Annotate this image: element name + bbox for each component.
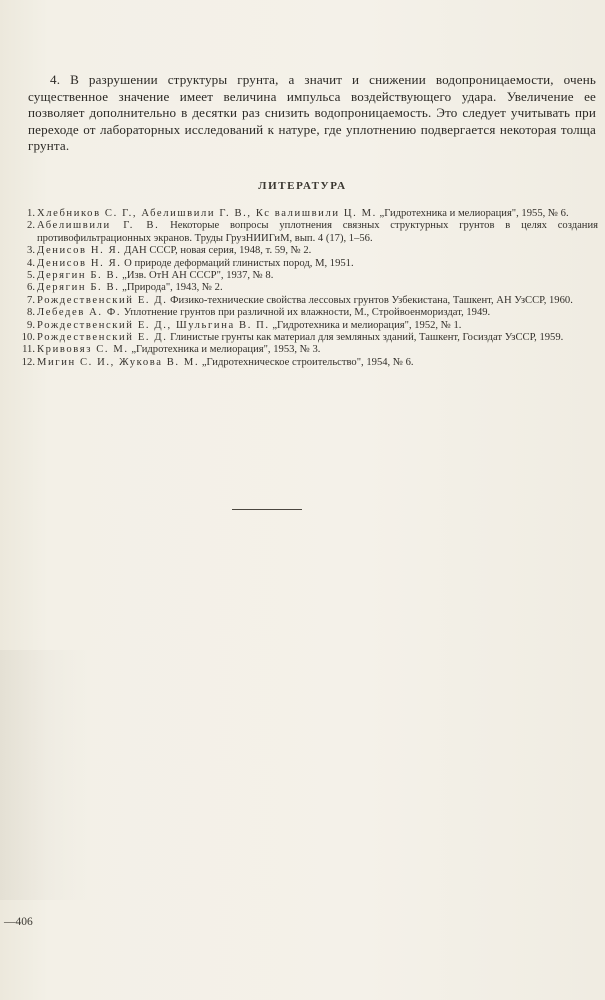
reference-item: [18, 307, 598, 319]
conclusion-paragraph: 4. В разрушении структуры грунта, а значит и снижении водопроницаемости, очень существенное значение имеет величина импульса воздействующего удара. Увеличение ее позволяет дополнительно в десятки раз снизить водопроницаемость. Это следует учитывать при переходе от лабораторных исследований к натуре, где уплотнению подвергается некоторая толща грунта.: [28, 72, 596, 154]
reference-text: „Гидротехника и мелиорация", 1955, № 6.: [376, 208, 569, 219]
reference-number: 12.: [21, 356, 35, 368]
reference-item: [18, 270, 598, 282]
reference-item: [18, 357, 598, 369]
reference-item: [18, 220, 598, 245]
reference-authors: Кривовяз С. М.: [37, 344, 129, 356]
reference-authors: Рождественский Е. Д.: [37, 332, 168, 344]
reference-authors: Абелишвили Г. В.: [37, 220, 160, 232]
reference-authors: Хлебников С. Г., Абелишвили Г. В., Кс валишвили Ц. М.: [37, 208, 377, 219]
reference-item: [18, 344, 598, 356]
reference-number: 6.: [27, 282, 35, 294]
reference-authors: Денисов Н. Я.: [37, 257, 122, 269]
reference-text: „Изв. ОтН АН СССР", 1937, № 8.: [119, 270, 274, 282]
reference-text: Глинистые грунты как материал для земляных зданий, Ташкент, Госиздат УзССР, 1959.: [167, 332, 564, 344]
reference-number: 8.: [27, 307, 35, 319]
reference-number: 1.: [27, 208, 35, 219]
reference-authors: Мигин С. И., Жукова В. М.: [37, 356, 200, 368]
reference-authors: Лебедев А. Ф.: [37, 307, 122, 319]
reference-text: „Гидротехника и мелиорация", 1952, № 1.: [269, 319, 462, 331]
reference-text: ДАН СССР, новая серия, 1948, т. 59, № 2.: [121, 245, 312, 257]
reference-text: „Природа", 1943, № 2.: [119, 282, 223, 294]
reference-number: 5.: [27, 270, 35, 282]
reference-text: Физико-технические свойства лессовых грунтов Узбекистана, Ташкент, АН УзССР, 1960.: [167, 294, 573, 306]
reference-item: [18, 208, 598, 220]
reference-authors: Денисов Н. Я.: [37, 245, 122, 257]
reference-number: 4.: [27, 257, 35, 269]
page-number: —406: [4, 916, 33, 928]
reference-item: [18, 282, 598, 294]
reference-text: „Гидротехническое строительство", 1954, № 6.: [199, 356, 414, 368]
reference-number: 11.: [22, 344, 35, 356]
reference-text: Некоторые вопросы уплотнения связных структурных грунтов в целях создания противофильтрационных экранов. Труды ГрузНИИГиМ, вып. 4 (17), 1–56.: [37, 220, 599, 244]
reference-item: [18, 320, 598, 332]
paper-shadow: [0, 650, 90, 900]
reference-number: 2.: [27, 220, 35, 232]
reference-number: 9.: [27, 319, 35, 331]
references-list: [18, 208, 598, 369]
reference-item: [18, 295, 598, 307]
reference-authors: Дерягин Б. В.: [37, 270, 120, 282]
reference-item: [18, 258, 598, 270]
reference-item: [18, 245, 598, 257]
reference-text: „Гидротехника и мелиорация", 1953, № 3.: [128, 344, 321, 356]
reference-number: 10.: [21, 332, 35, 344]
reference-number: 3.: [27, 245, 35, 257]
reference-item: [18, 332, 598, 344]
references-heading: ЛИТЕРАТУРА: [258, 180, 347, 192]
reference-authors: Дерягин Б. В.: [37, 282, 120, 294]
reference-authors: Рождественский Е. Д., Шульгина В. П.: [37, 319, 270, 331]
reference-authors: Рождественский Е. Д.: [37, 294, 168, 306]
reference-number: 7.: [27, 294, 35, 306]
reference-text: Уплотнение грунтов при различной их влажности, М., Стройвоенмориздат, 1949.: [121, 307, 491, 319]
section-divider: [232, 509, 302, 510]
reference-text: О природе деформаций глинистых пород, М, 1951.: [121, 257, 354, 269]
